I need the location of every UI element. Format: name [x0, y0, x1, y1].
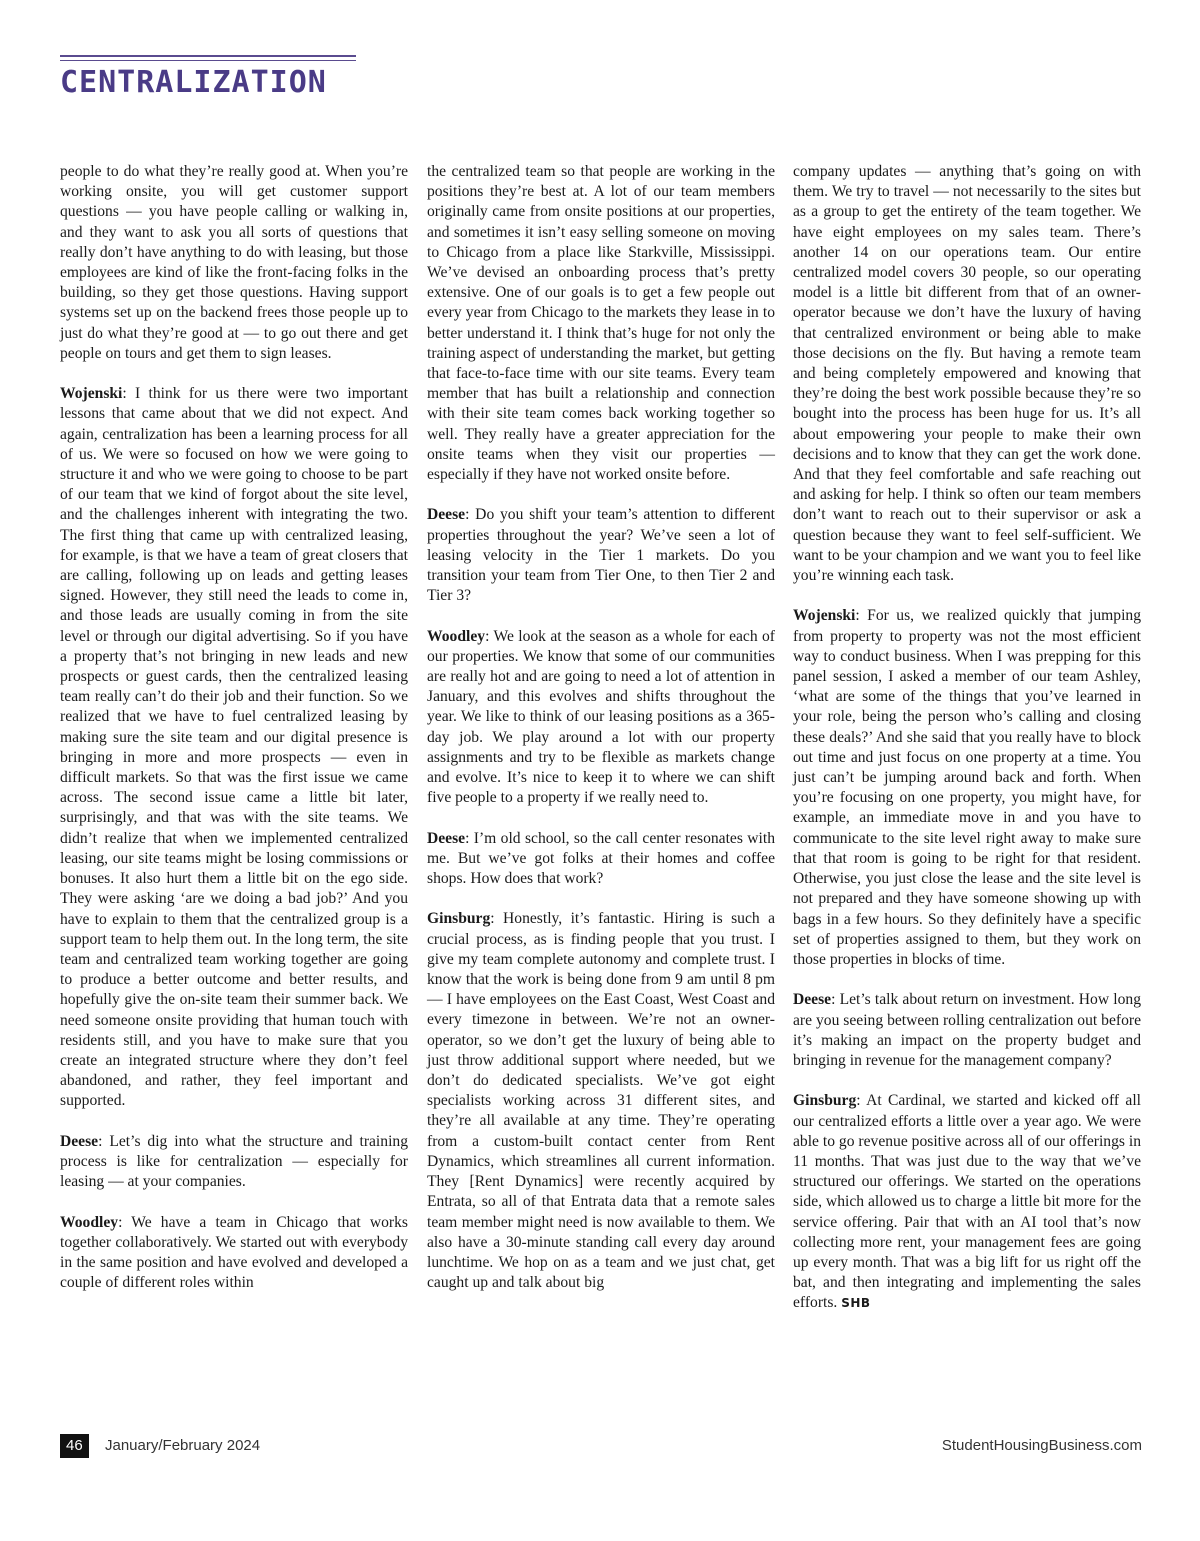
column-1 — [60, 162, 408, 1314]
paragraph-text: : Let’s talk about return on investment. How long are you seeing between rolling centralization out before it’s making an impact on the property budget and bringing in revenue for the management company? — [793, 991, 1141, 1069]
paragraph-text: : We look at the season as a whole for each of our properties. We know that some of our communities are really hot and are going to need a lot of attention in January, and this evolves and shifts throughout the year. We like to think of our leasing positions as a 365-day job. We play around a lot with our property assignments and try to be flexible as markets change and evolve. It’s nice to keep it to where we can shift five people to a property if we really need to. — [427, 627, 775, 807]
paragraph — [793, 1091, 1141, 1313]
paragraph-text: : I think for us there were two important lessons that came about that we did not expect. And again, centralization has been a learning process for all of us. We were so focused on how we were going to structure it and who we were going to choose to be part of our team that we kind of forgot about the site level, and the challenges inherent with integrating the two. The first thing that came up with centralized leasing, for example, is that we have a team of great closers that are calling, following up on leads and getting leases signed. However, they still need the leads to come in, and those leads are usually coming in from the site level or through our digital advertising. So if you have a property that’s not bringing in new leads and new prospects or guest cards, then the centralized leasing team really can’t do their job and their function. So we realized that we have to fuel centralized leasing by making sure the site team and our digital presence is bringing in more and more prospects — even in difficult markets. So that was the first issue we came across. The second issue came a little bit later, surprisingly, and that was with the site teams. We didn’t realize that when we implemented centralized leasing, our site teams might be losing commissions or bonuses. It also hurt them a little bit on the ego side. They were asking ‘are we doing a bad job?’ And you have to explain to them that the centralized group is a support team to help them out. In the long term, the site team and centralized team working together are going to produce a better outcome and better results, and hopefully give the on-site team their summer back. We need someone onsite providing that human touch with residents still, and you have to make sure that you create an integrated structure where they don’t feel abandoned, and rather, they feel important and supported. — [60, 385, 408, 1110]
paragraph — [793, 606, 1141, 970]
speaker-name: Deese — [427, 506, 466, 524]
page-footer — [60, 1434, 1142, 1458]
issue-date: January/February 2024 — [105, 1437, 261, 1454]
speaker-name: Wojenski — [60, 385, 123, 403]
paragraph-text: : We have a team in Chicago that works together collaboratively. We started out with everybody in the same position and have evolved and developed a couple of different roles within — [60, 1213, 408, 1292]
paragraph: company updates — anything that’s going on with them. We try to travel — not necessarily to the sites but as a group to get the entirety of the team together. We have eight employees on my sales team. There’s another 14 on our operations team. Our entire centralized model covers 30 people, so our operating model is a little bit different from that of an owner-operator because we don’t have the luxury of having that centralized environment or being able to make those decisions on the fly. But having a remote team and being completely empowered and knowing that they’re doing the best work possible because they’re so bought into the process has been huge for us. It’s all about empowering your people to make their own decisions and to know that they can get the work done. And that they feel comfortable and safe reaching out and asking for help. I think so often our team members don’t want to reach out to their supervisor or ask a question because they want to feel self-sufficient. We want to be your champion and we want you to feel like you’re winning each task. — [793, 163, 1141, 585]
paragraph — [60, 1132, 408, 1193]
paragraph — [60, 384, 408, 1111]
paragraph-text: : I’m old school, so the call center resonates with me. But we’ve got folks at their homes and coffee shops. How does that work? — [427, 829, 775, 888]
speaker-name: Deese — [793, 991, 832, 1009]
speaker-name: Deese — [60, 1132, 99, 1150]
header-rule-thin — [60, 60, 356, 61]
speaker-name: Ginsburg — [793, 1092, 857, 1110]
paragraph-text: : For us, we realized quickly that jumping from property to property was not the most efficient way to conduct business. When I was prepping for this panel session, I asked a member of our team Ashley, ‘what are some of the things that you’ve learned in your role, being the person who’s calling and closing these deals?’ And she said that you really have to block out time and just focus on one property at a time. You just can’t be jumping around back and forth. When you’re focusing on one property, you might have, for example, an immediate move in and you have to communicate to the site level right away to make sure that that room is going to be right for that resident. Otherwise, you just close the lease and the site level is not prepared and they have someone showing up with bags in a few hours. So they definitely have a specific set of properties assigned to them, but they work on those properties in blocks of time. — [793, 607, 1141, 968]
section-header — [60, 55, 356, 99]
paragraph-text: : Let’s dig into what the structure and training process is like for centralization — especially for leasing — at your companies. — [60, 1132, 408, 1191]
speaker-name: Deese — [427, 829, 466, 847]
speaker-name: Woodley — [427, 627, 486, 645]
paragraph — [793, 990, 1141, 1071]
paragraph-text: : Honestly, it’s fantastic. Hiring is such a crucial process, as is finding people that you trust. I give my team complete autonomy and complete trust. I know that the work is being done from 9 am until 8 pm — I have employees on the East Coast, West Coast and every timezone in between. We’re not an owner-operator, so we don’t get the luxury of being able to just throw additional support where needed, but we don’t do dedicated specialists. We’ve got eight specialists working across 31 different sites, and they’re all available at any time. They’re operating from a custom-built contact center from Rent Dynamics, which streamlines all current information. They [Rent Dynamics] were recently acquired by Entrata, so all of that Entrata data that a remote sales team member might need is now available to them. We also have a 30-minute standing call every day around lunchtime. We hop on as a team and we just chat, get caught up and talk about big — [427, 910, 775, 1292]
page-number: 46 — [60, 1434, 89, 1458]
paragraph: the centralized team so that people are working in the positions they’re best at. A lot of our team members originally came from onsite positions at our properties, and sometimes it isn’t easy selling someone on moving to Chicago from a place like Starkville, Mississippi. We’ve devised an onboarding process that’s pretty extensive. One of our goals is to get a few people out every year from Chicago to the markets they lease in to better understand it. I think that’s huge for not only the training aspect of understanding the market, but getting that face-to-face time with our site teams. Every team member that has built a relationship and connection with their site team comes back working together so well. They really have a greater appreciation for the onsite teams when they visit our properties — especially if they have not worked onsite before. — [427, 163, 775, 484]
speaker-name: Woodley — [60, 1213, 119, 1231]
website-url: StudentHousingBusiness.com — [941, 1437, 1142, 1454]
column-2 — [427, 162, 775, 1314]
paragraph — [427, 909, 775, 1293]
paragraph — [60, 1213, 408, 1294]
paragraph — [427, 829, 775, 890]
paragraph-text: : At Cardinal, we started and kicked off all our centralized efforts a little over a year ago. We were able to go revenue positive across all of our offerings in 11 months. That was just due to the way that we’ve structured our offerings. We started on the operations side, which allowed us to charge a little bit more for the service offering. Pair that with an AI tool that’s now collecting more rent, your management fees are going up every month. That was a big lift for us right off the bat, and then integrating and implementing the sales efforts. — [793, 1092, 1141, 1312]
paragraph — [427, 627, 775, 809]
header-rule — [60, 55, 356, 57]
paragraph-text: : Do you shift your team’s attention to different properties throughout the year? We’ve seen a lot of leasing velocity in the Tier 1 markets. Do you transition your team from Tier One, to then Tier 2 and Tier 3? — [427, 506, 775, 605]
column-3 — [793, 162, 1141, 1334]
section-title: CENTRALIZATION — [60, 65, 327, 100]
speaker-name: Ginsburg — [427, 910, 491, 928]
paragraph: people to do what they’re really good at. When you’re working onsite, you will get customer support questions — you have people calling or walking in, and they want to ask you all sorts of questions that really don’t have anything to do with leasing, but those employees are kind of like the front-facing folks in the building, so they get those questions. Having support systems set up on the backend frees those people up to just do what they’re good at — to go out there and get people on tours and get them to sign leases. — [60, 163, 408, 362]
speaker-name: Wojenski — [793, 607, 856, 625]
end-mark: SHB — [841, 1296, 871, 1311]
paragraph — [427, 505, 775, 606]
